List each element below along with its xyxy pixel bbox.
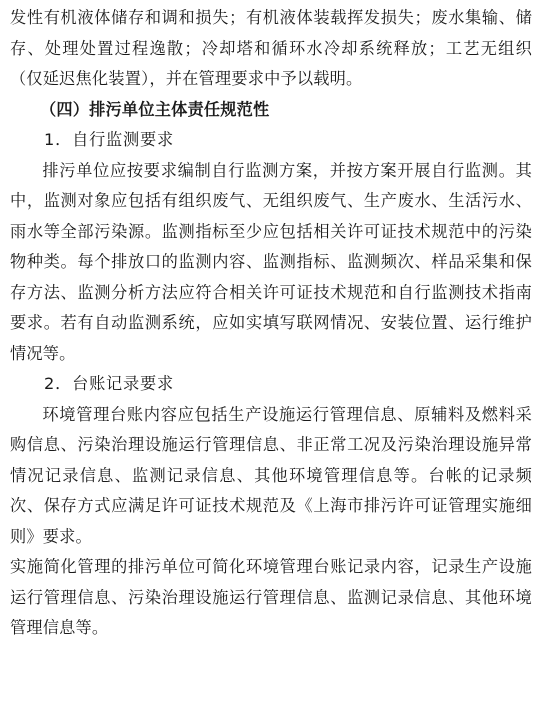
paragraph-continuation: 发性有机液体储存和调和损失；有机液体装载挥发损失；废水集输、储存、处理处置过程逸散；冷却塔和循环水冷却系统释放；工艺无组织（仅延迟焦化装置），并在管理要求中予以载明。 <box>10 8 532 88</box>
paragraph-simplified-management: 实施简化管理的排污单位可简化环境管理台账记录内容，记录生产设施运行管理信息、污染治理设施运行管理信息、监测记录信息、其他环境管理信息等。 <box>10 557 532 637</box>
subheading-self-monitoring: 1．自行监测要求 <box>44 130 175 149</box>
section-heading: （四）排污单位主体责任规范性 <box>40 99 270 119</box>
paragraph-self-monitoring: 排污单位应按要求编制自行监测方案，并按方案开展自行监测。其中，监测对象应包括有组织废气、无组织废气、生产废水、生活污水、雨水等全部污染源。监测指标至少应包括相关许可证技术规范中的污染物种类。每个排放口的监测内容、监测指标、监测频次、样品采集和保存方法、监测分析方法应符合相关许可证技术规范和自行监测技术指南要求。若有自动监测系统，应如实填写联网情况、安装位置、运行维护情况等。 <box>10 160 532 363</box>
subheading-ledger-records: 2．台账记录要求 <box>44 374 175 393</box>
paragraph-ledger-records: 环境管理台账内容应包括生产设施运行管理信息、原辅料及燃料采购信息、污染治理设施运行管理信息、非正常工况及污染治理设施异常情况记录信息、监测记录信息、其他环境管理信息等。台帐的记录频次、保存方式应满足许可证技术规范及《上海市排污许可证管理实施细则》要求。 <box>10 404 532 546</box>
